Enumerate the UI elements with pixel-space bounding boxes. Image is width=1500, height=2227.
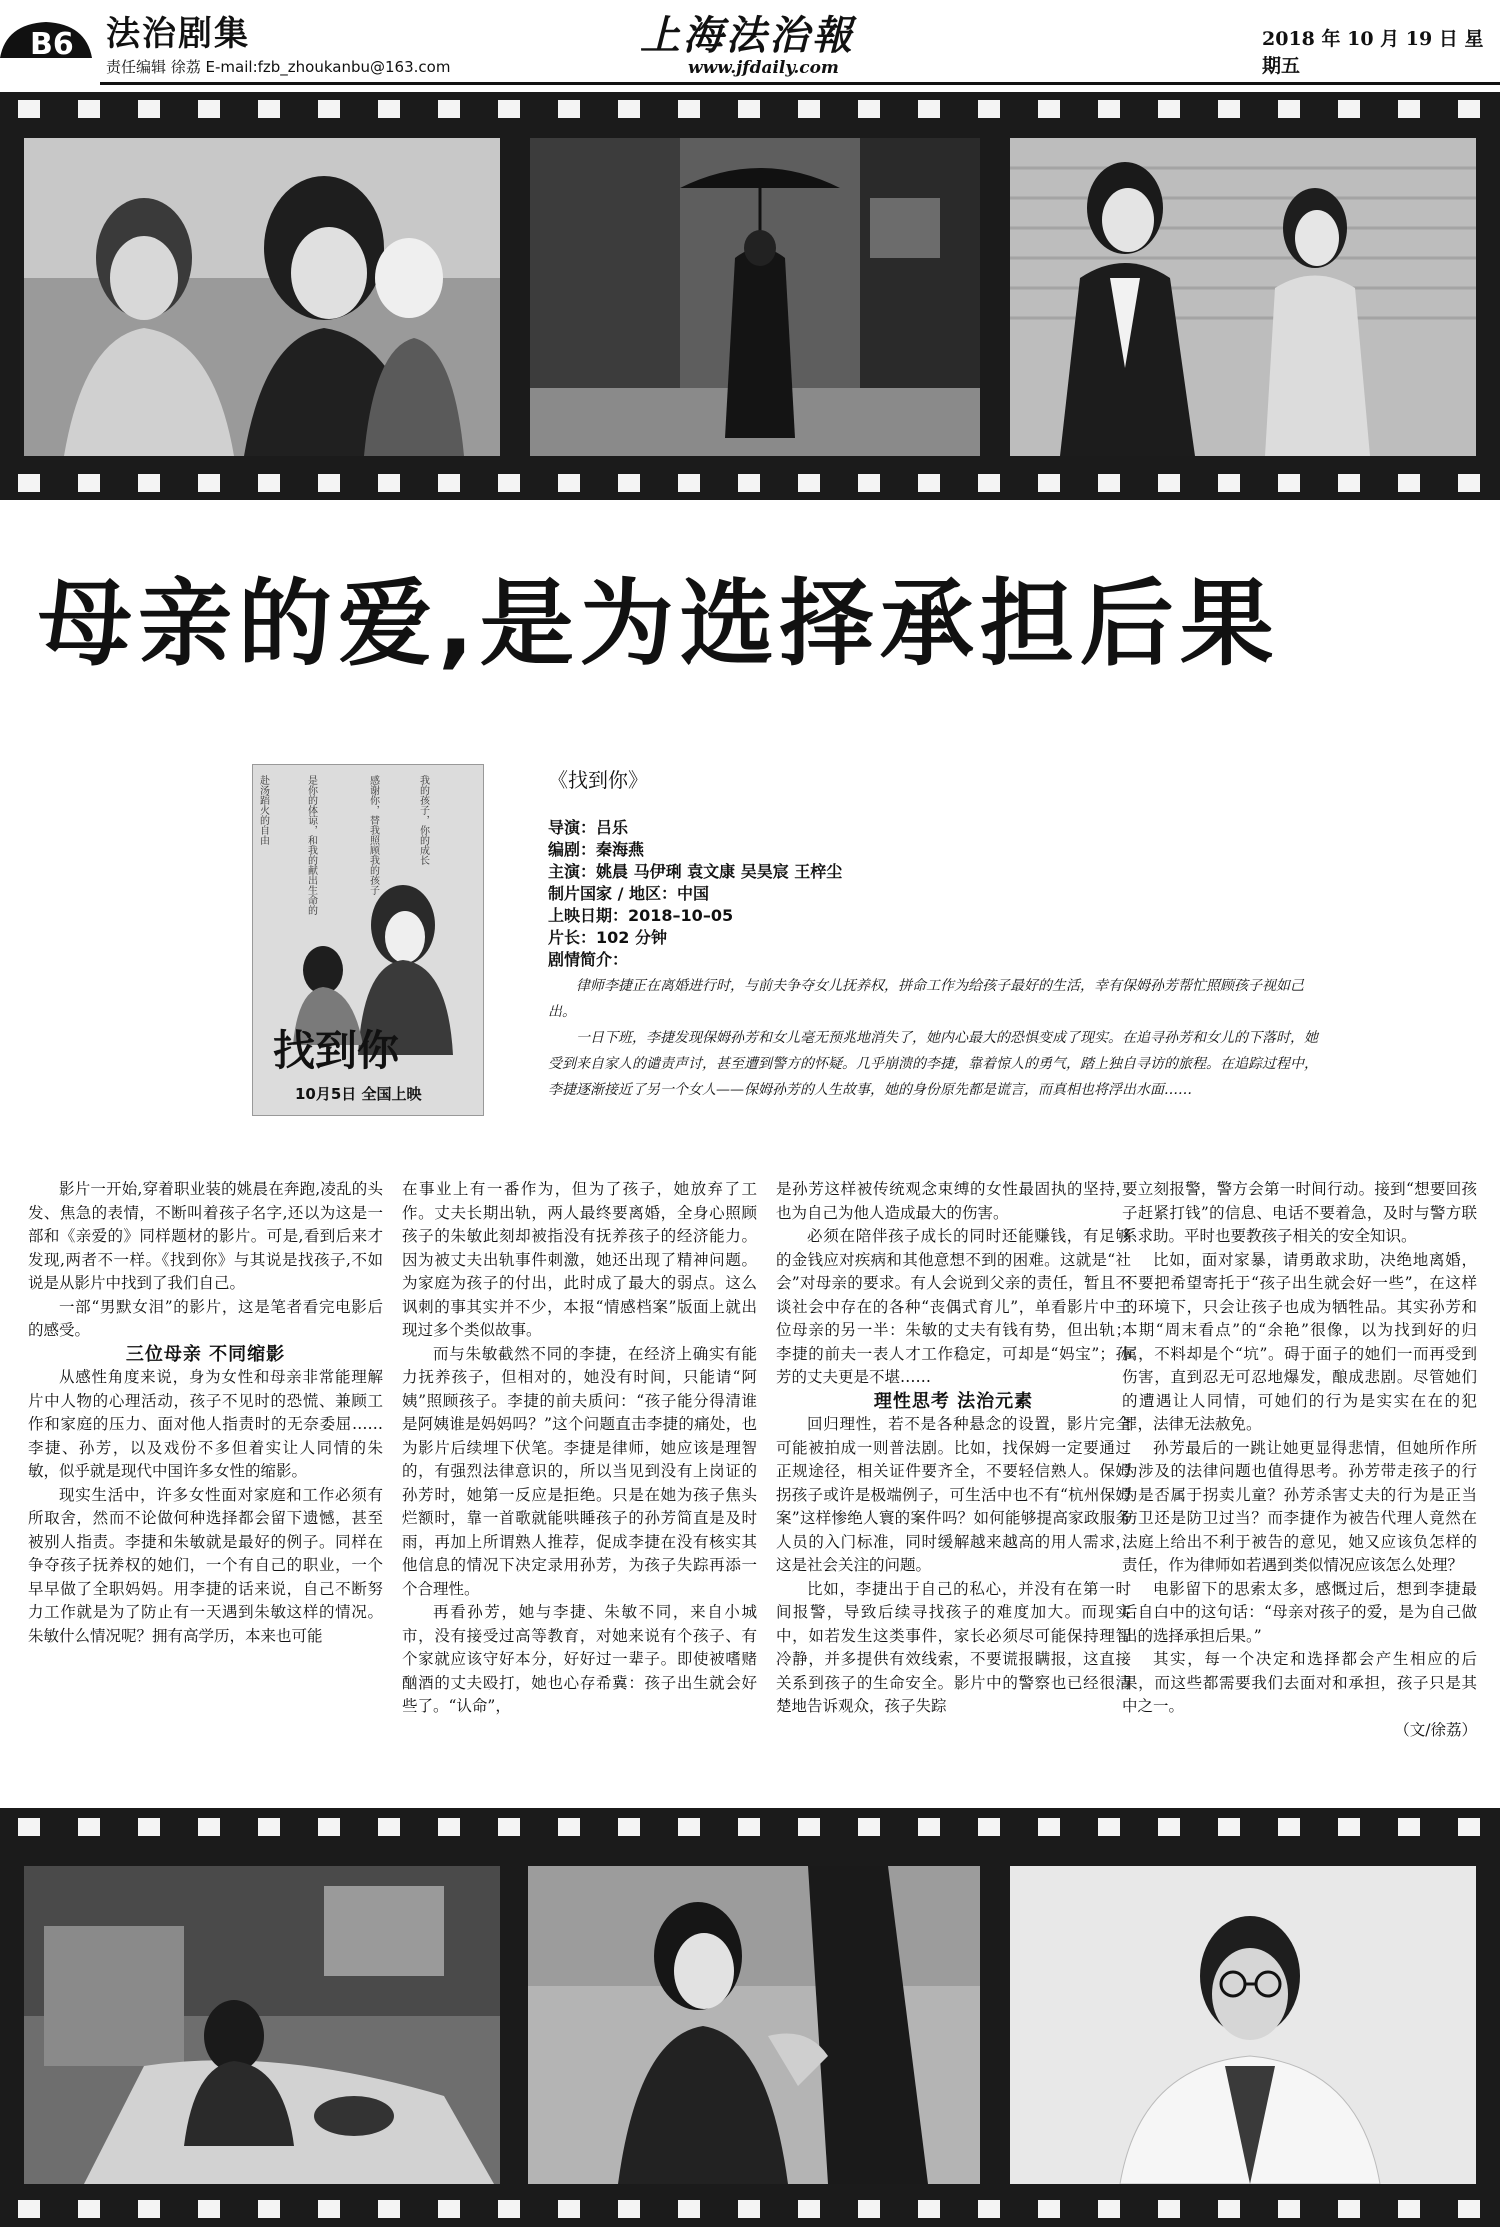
still-photo-crying-woman — [528, 1866, 980, 2184]
editor-credit: 责任编辑 徐荔 E-mail:fzb_zhoukanbu@163.com — [106, 58, 451, 76]
film-strip-top — [0, 92, 1500, 500]
sprocket-holes — [0, 100, 1500, 118]
body-paragraph: 其实，每一个决定和选择都会产生相应的后果，而这些都需要我们去面对和承担，孩子只是其中之一。 — [1122, 1650, 1477, 1715]
issue-date: 2018 年 10 月 19 日 星期五 — [1262, 28, 1484, 77]
still-photo-umbrella-rain — [530, 138, 980, 456]
poster-tagline: 我的孩子，你的成长 — [417, 775, 429, 865]
header-rule — [100, 82, 1500, 85]
subheading: 三位母亲 不同缩影 — [125, 1343, 286, 1365]
credit-row: 主演：姚晨 马伊琍 袁文康 吴昊宸 王梓尘 — [548, 862, 843, 881]
credit-row: 导演：吕乐 — [548, 818, 629, 837]
still-photo-man-glasses — [1010, 1866, 1476, 2184]
body-paragraph: 是孙芳这样被传统观念束缚的女性最固执的坚持，也为自己为他人造成最大的伤害。 — [776, 1180, 1131, 1222]
synopsis-paragraph: 律师李捷正在离婚进行时，与前夫争夺女儿抚养权，拼命工作为给孩子最好的生活，幸有保姆孙芳帮忙照顾孩子视如己出。 — [548, 978, 1304, 1020]
synopsis-paragraph: 一日下班，李捷发现保姆孙芳和女儿毫无预兆地消失了，她内心最大的恐惧变成了现实。在追寻孙芳和女儿的下落时，她受到来自家人的谴责声讨，甚至遭到警方的怀疑。几乎崩溃的李捷，靠着惊人的勇气，踏上独自寻访的旅程。在追踪过程中，李捷逐渐接近了另一个女人——保姆孙芳的人生故事，她的身份原先都是谎言，而真相也将浮出水面…… — [548, 1030, 1318, 1098]
body-paragraph: 而与朱敏截然不同的李捷，在经济上确实有能力抚养孩子，但相对的，她没有时间，只能请“阿姨”照顾孩子。李捷的前夫质问：“孩子能分得清谁是阿姨谁是妈妈吗？”这个问题直击李捷的痛处，也为影片后续埋下伏笔。李捷是律师，她应该是理智的，有强烈法律意识的，所以当见到没有上岗证的孙芳时，她第一反应是拒绝。只是在她为孩子焦头烂额时，靠一首歌就能哄睡孩子的孙芳简直是及时雨，再加上所谓熟人推荐，促成李捷在没有核实其他信息的情况下决定录用孙芳，为孩子失踪再添一个合理性。 — [402, 1344, 757, 1598]
sprocket-holes — [0, 1818, 1500, 1836]
synopsis — [548, 973, 1328, 1103]
poster-tagline: 赴汤蹈火的自由 — [257, 775, 269, 845]
body-paragraph: 电影留下的思索太多，感慨过后，想到李捷最后自白中的这句话：“母亲对孩子的爱，是为自己做出的选择承担后果。” — [1122, 1579, 1477, 1645]
sprocket-holes — [0, 2200, 1500, 2218]
article-column-4 — [1122, 1178, 1477, 1742]
author-signature: （文/徐荔） — [1394, 1720, 1477, 1739]
page-number: B6 — [30, 27, 74, 62]
headline: 母亲的爱,是为选择承担后果 — [38, 570, 1280, 679]
movie-poster — [252, 764, 484, 1116]
body-paragraph: 现实生活中，许多女性面对家庭和工作必须有所取舍，然而不论做何种选择都会留下遗憾，甚至被别人指责。李捷和朱敏就是最好的例子。同样在争夺孩子抚养权的她们，一个有自己的职业，一个早早做了全职妈妈。用李捷的话来说，自己不断努力工作就是为了防止有一天遇到朱敏这样的情况。朱敏什么情况呢？拥有高学历，本来也可能 — [28, 1485, 383, 1645]
section-name: 法治剧集 — [106, 14, 250, 54]
body-paragraph: 要立刻报警，警方会第一时间行动。接到“想要回孩子赶紧打钱”的信息、电话不要着急，及时与警方联系求助。平时也要教孩子相关的安全知识。 — [1122, 1180, 1477, 1245]
body-paragraph: 再看孙芳，她与李捷、朱敏不同，来自小城市，没有接受过高等教育，对她来说有个孩子、有个家就应该守好本分，好好过一辈子。即使被嗜赌酗酒的丈夫殴打，她也心存希冀：孩子出生就会好些了。“认命”， — [402, 1603, 757, 1715]
still-photo-mother-daughter — [24, 138, 500, 456]
body-paragraph: 一部“男默女泪”的影片，这是笔者看完电影后的感受。 — [28, 1297, 383, 1339]
body-paragraph: 比如，李捷出于自己的私心，并没有在第一时间报警，导致后续寻找孩子的难度加大。而现实中，如若发生这类事件，家长必须尽可能保持理智冷静，并多提供有效线索，不要谎报瞒报，这直接关系到孩子的生命安全。影片中的警察也已经很清楚地告诉观众，孩子失踪 — [776, 1579, 1131, 1715]
film-title: 《找到你》 — [548, 768, 648, 792]
still-photo-two-women — [1010, 138, 1476, 456]
body-paragraph: 必须在陪伴孩子成长的同时还能赚钱，有足够的金钱应对疾病和其他意想不到的困难。这就是“社会”对母亲的要求。有人会说到父亲的责任，暂且不谈社会中存在的各种“丧偶式育儿”，单看影片中三位母亲的另一半：朱敏的丈夫有钱有势，但出轨；李捷的前夫一表人才工作稳定，可却是“妈宝”；孙芳的丈夫更是不堪…… — [776, 1227, 1131, 1386]
page-number-badge — [0, 14, 92, 62]
poster-tagline: 感谢你，替我照顾我的孩子 — [367, 775, 379, 895]
film-info — [548, 764, 1328, 1103]
film-strip-bottom — [0, 1808, 1500, 2227]
credit-row: 编剧：秦海燕 — [548, 840, 645, 859]
body-paragraph: 从感性角度来说，身为女性和母亲非常能理解片中人物的心理活动，孩子不见时的恐慌、兼顾工作和家庭的压力、面对他人指责时的无奈委屈……李捷、孙芳，以及戏份不多但着实让人同情的朱敏，似乎就是现代中国许多女性的缩影。 — [28, 1368, 383, 1480]
still-photo-bedroom — [24, 1866, 500, 2184]
body-paragraph: 比如，面对家暴，请勇敢求助，决绝地离婚，不要把希望寄托于“孩子出生就会好一些”，在这样的环境下，只会让孩子也成为牺牲品。其实孙芳和本期“周末看点”的“余艳”很像，以为找到好的归属，不料却是个“坑”。碍于面子的她们一而再受到伤害，直到忍无可忍地爆发，酿成悲剧。尽管她们的遭遇让人同情，可她们的行为是实实在在的犯罪，法律无法赦免。 — [1122, 1250, 1477, 1433]
body-paragraph: 孙芳最后的一跳让她更显得悲情，但她所作所为涉及的法律问题也值得思考。孙芳带走孩子的行为是否属于拐卖儿童？孙芳杀害丈夫的行为是正当防卫还是防卫过当？而李捷作为被告代理人竟然在法庭上给出不利于被告的意见，她又应该负怎样的责任，作为律师如若遇到类似情况应该怎么处理？ — [1122, 1438, 1477, 1574]
article-column-3 — [776, 1178, 1131, 1719]
article-column-1 — [28, 1178, 383, 1648]
poster-title: 找到你 — [273, 1026, 400, 1075]
body-paragraph: 回归理性，若不是各种悬念的设置，影片完全可能被拍成一则普法剧。比如，找保姆一定要通过正规途径，相关证件要齐全，不要轻信熟人。保姆拐孩子或许是极端例子，可生活中也不有“杭州保姆案”这样惨绝人寰的案件吗？如何能够提高家政服务人员的入门标准，同时缓解越来越高的用人需求，这是社会关注的问题。 — [776, 1415, 1131, 1574]
body-paragraph: 在事业上有一番作为，但为了孩子，她放弃了工作。丈夫长期出轨，两人最终要离婚，全身心照顾孩子的朱敏此刻却被指没有抚养孩子的经济能力。因为被丈夫出轨事件刺激，她还出现了精神问题。为家庭为孩子的付出，此时成了最大的弱点。这么讽刺的事其实并不少，本报“情感档案”版面上就出现过多个类似故事。 — [402, 1180, 757, 1339]
credit-row: 上映日期：2018–10–05 — [548, 906, 734, 925]
credit-row: 剧情简介： — [548, 950, 629, 969]
subheading: 理性思考 法治元素 — [873, 1390, 1034, 1412]
newspaper-logo: 上海法治報 — [640, 12, 855, 59]
website-link[interactable]: www.jfdaily.com — [688, 58, 839, 78]
credit-row: 片长：102 分钟 — [548, 928, 667, 947]
article-column-2 — [402, 1178, 757, 1719]
poster-release: 10月5日 全国上映 — [295, 1085, 422, 1103]
credit-row: 制片国家 / 地区：中国 — [548, 884, 710, 903]
body-paragraph: 影片一开始,穿着职业装的姚晨在奔跑,凌乱的头发、焦急的表情，不断叫着孩子名字,还以为这是一部和《亲爱的》同样题材的影片。可是,看到后来才发现,两者不一样。《找到你》与其说是找孩子,不如说是从影片中找到了我们自己。 — [28, 1180, 383, 1292]
poster-tagline: 是你的体谅，和我的献出生命的 — [305, 775, 317, 915]
sprocket-holes — [0, 474, 1500, 492]
